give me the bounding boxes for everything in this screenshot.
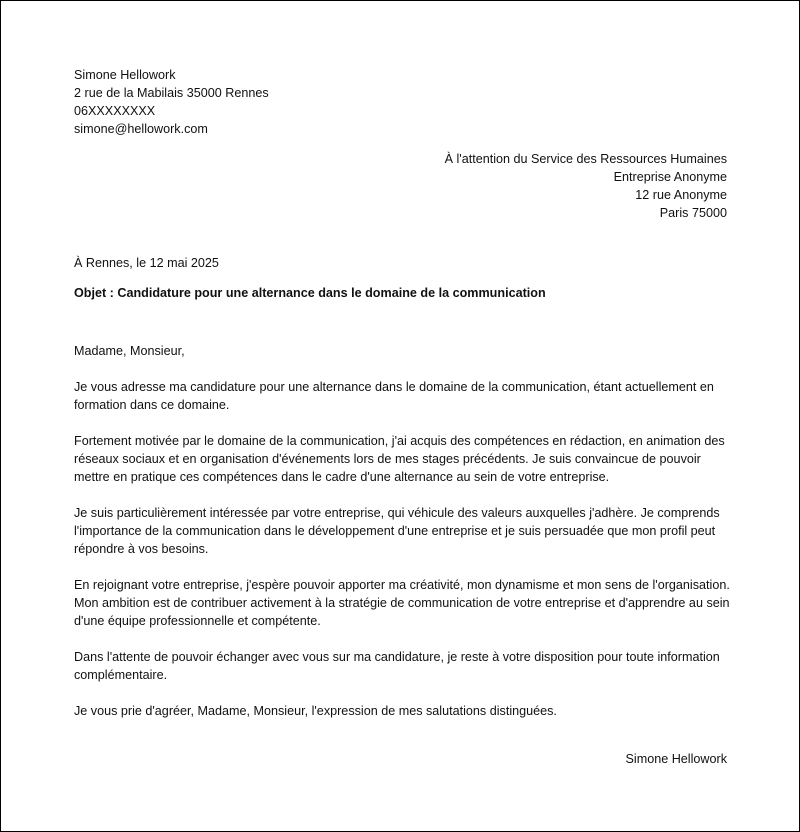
body-paragraph-4: En rejoignant votre entreprise, j'espère pouvoir apporter ma créativité, mon dynamisme et mon sens de l'organisation. Mon ambition est de contribuer activement à la stratégie de communication de votre entreprise et d'apprendre au sein d'une équipe professionnelle et compétente. (74, 578, 730, 628)
body-paragraph-3: Je suis particulièrement intéressée par votre entreprise, qui véhicule des valeurs auxquelles j'adhère. Je comprends l'importance de la communication dans le développement d'une entreprise et je suis persuadée que mon profil peut répondre à vos besoins. (74, 506, 720, 556)
body-paragraph-1: Je vous adresse ma candidature pour une alternance dans le domaine de la communication, étant actuellement en formation dans ce domaine. (74, 380, 714, 412)
recipient-block (445, 150, 727, 222)
recipient-company: Entreprise Anonyme (613, 170, 727, 184)
sender-block (74, 66, 269, 138)
salutation: Madame, Monsieur, (74, 344, 185, 358)
sender-address: 2 rue de la Mabilais 35000 Rennes (74, 86, 269, 100)
body-paragraph-5: Dans l'attente de pouvoir échanger avec vous sur ma candidature, je reste à votre disposition pour toute information complémentaire. (74, 650, 720, 682)
date-line: À Rennes, le 12 mai 2025 (74, 256, 219, 270)
body-paragraph-2: Fortement motivée par le domaine de la communication, j'ai acquis des compétences en rédaction, en animation des réseaux sociaux et en organisation d'événements lors de mes stages précédents. Je suis convaincue de pouvoir mettre en pratique ces compétences dans le cadre d'une alternance au sein de votre entreprise. (74, 434, 725, 484)
recipient-attention: À l'attention du Service des Ressources Humaines (444, 152, 727, 166)
signature: Simone Hellowork (625, 752, 727, 766)
sender-phone: 06XXXXXXXX (74, 104, 156, 118)
sender-name: Simone Hellowork (74, 68, 176, 82)
recipient-city: Paris 75000 (659, 206, 727, 220)
sender-email: simone@hellowork.com (74, 122, 208, 136)
subject-line: Objet : Candidature pour une alternance dans le domaine de la communication (74, 286, 546, 300)
recipient-street: 12 rue Anonyme (635, 188, 727, 202)
letter-body (74, 342, 734, 738)
closing-paragraph: Je vous prie d'agréer, Madame, Monsieur, l'expression de mes salutations distinguées. (74, 704, 557, 718)
